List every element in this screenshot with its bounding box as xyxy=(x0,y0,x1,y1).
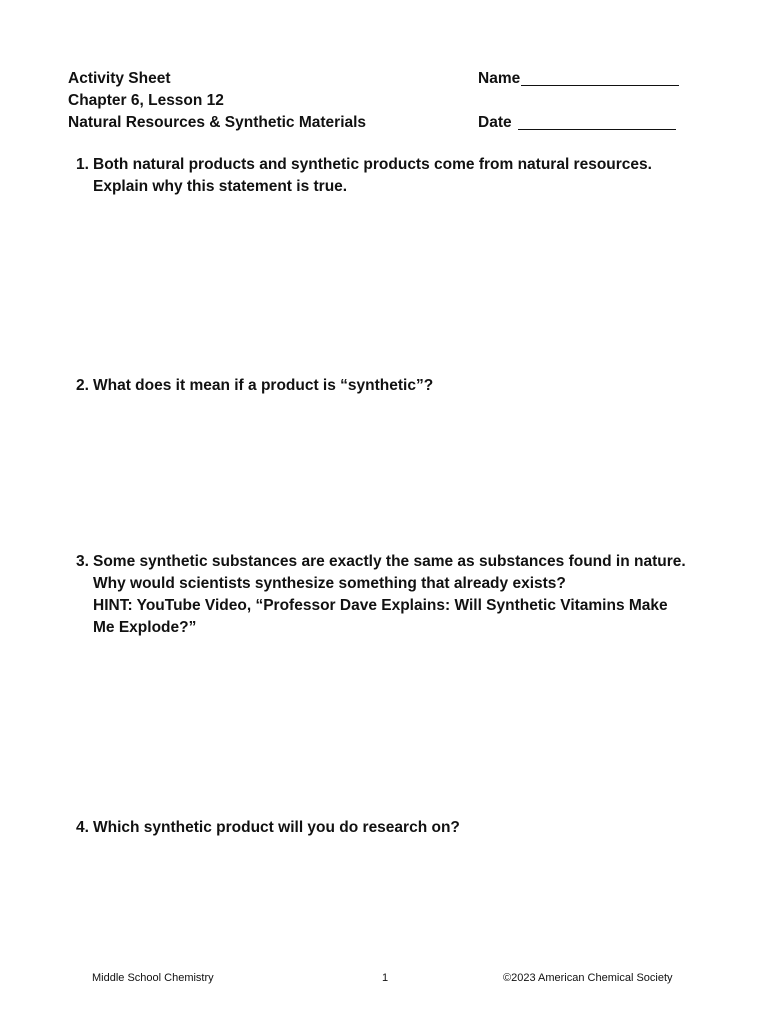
header-chapter-lesson: Chapter 6, Lesson 12 xyxy=(68,92,224,109)
question-2 xyxy=(76,375,686,397)
question-number: 1. xyxy=(76,156,89,173)
date-label: Date xyxy=(478,114,512,131)
question-hint: HINT: YouTube Video, “Professor Dave Explains: Will Synthetic Vitamins Make Me Explode?” xyxy=(93,597,668,636)
question-1 xyxy=(76,154,686,198)
date-field-row xyxy=(478,112,698,134)
question-text: Which synthetic product will you do research on? xyxy=(93,819,460,836)
date-blank-line[interactable] xyxy=(518,113,676,130)
worksheet-header xyxy=(68,68,468,134)
question-body xyxy=(93,551,686,639)
question-number: 4. xyxy=(76,819,89,836)
name-blank-line[interactable] xyxy=(521,69,679,86)
name-field-row xyxy=(478,68,698,90)
question-text: Some synthetic substances are exactly the same as substances found in nature. Why would scientists synthesize something that already exists? xyxy=(93,553,686,592)
header-activity-sheet: Activity Sheet xyxy=(68,70,171,87)
footer-course: Middle School Chemistry xyxy=(92,972,214,984)
footer-page-number: 1 xyxy=(382,972,389,984)
question-number: 3. xyxy=(76,553,89,570)
header-lesson-title: Natural Resources & Synthetic Materials xyxy=(68,114,367,131)
question-4 xyxy=(76,817,686,839)
footer-copyright: ©2023 American Chemical Society xyxy=(503,972,673,984)
question-number: 2. xyxy=(76,377,89,394)
name-label: Name xyxy=(478,70,521,87)
question-3 xyxy=(76,551,686,639)
question-text: Both natural products and synthetic products come from natural resources. Explain why this statement is true. xyxy=(93,156,652,195)
student-fields xyxy=(478,68,698,134)
spacer-row xyxy=(478,90,698,112)
question-text: What does it mean if a product is “synthetic”? xyxy=(93,377,434,394)
